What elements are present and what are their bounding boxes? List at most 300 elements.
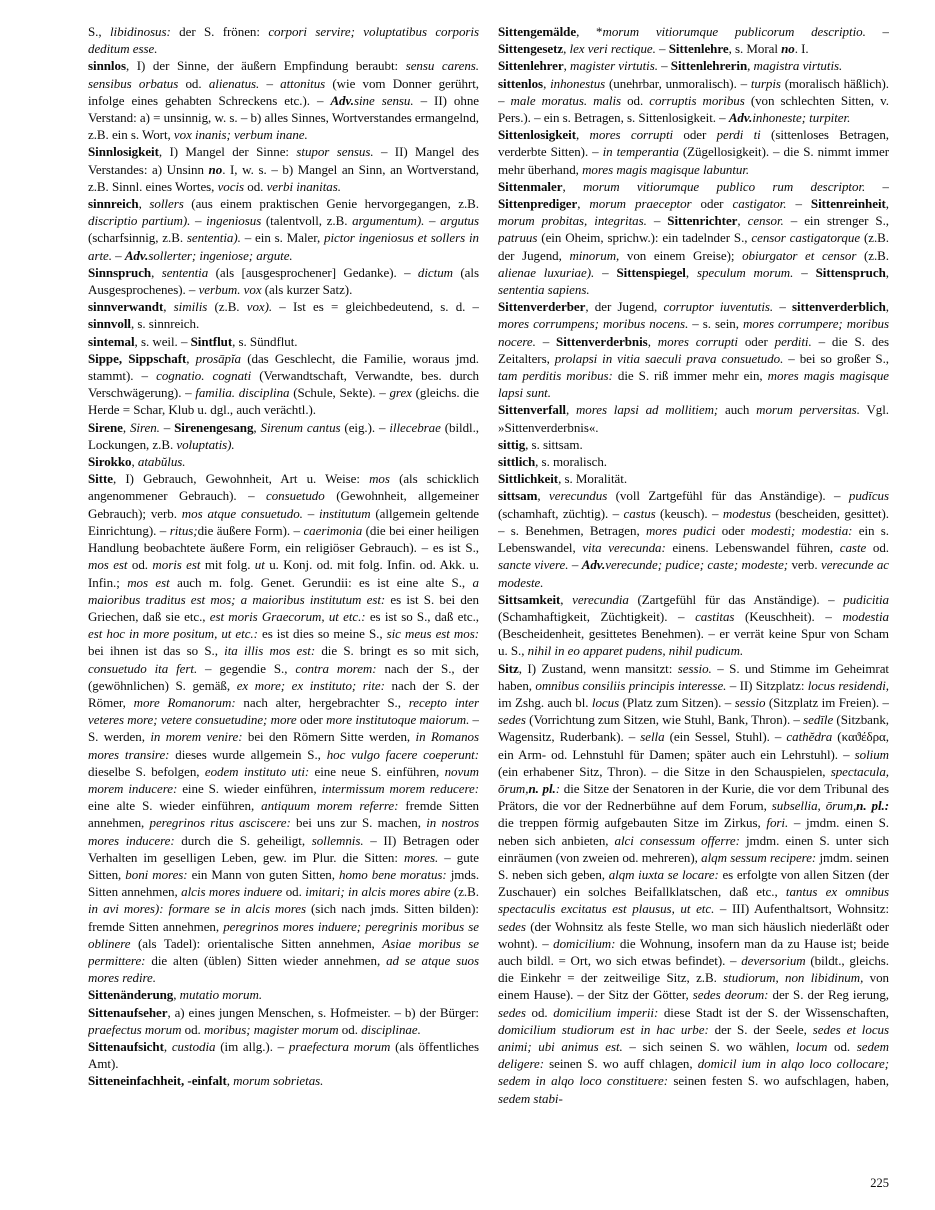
text-segment: sinnverwandt: [88, 299, 164, 315]
text-segment: od.: [338, 1021, 362, 1037]
text-segment: Adv.: [124, 247, 149, 263]
text-segment: nach alter, hergebrachter S.,: [235, 694, 409, 710]
text-segment: locum: [795, 1038, 828, 1054]
text-segment: prolapsi in vitia saeculi prava consuetudo.: [554, 350, 784, 366]
text-segment: Sirenengesang: [174, 419, 254, 435]
text-segment: einens. Lebenswandel führen,: [665, 540, 840, 556]
text-segment: (Keuschheit). –: [734, 608, 843, 624]
text-segment: (der Wohnsitz als feste Stelle, wo man sich häuslich niederläßt oder wohnt). –: [498, 918, 889, 951]
text-segment: tantus ex omnibus spectaculis excitatus est plausus, ut etc.: [498, 884, 889, 917]
text-segment: antiquum morem referre:: [261, 798, 399, 814]
text-segment: die alten (üblen) Sitten wieder annehmen,: [145, 952, 387, 968]
text-segment: corruptor iuventutis.: [663, 299, 774, 315]
dictionary-entry: [88, 1038, 479, 1072]
text-segment: (als [ausgesprochener] Gedanke). –: [208, 264, 418, 280]
text-segment: oder: [296, 712, 327, 728]
text-segment: subsellia, ōrum,: [771, 798, 857, 814]
text-segment: – die S. des Zeitalters,: [498, 333, 889, 366]
text-segment: mores corrumpens; moribus nocens.: [498, 316, 689, 332]
text-segment: morum vitiorumque publicorum descriptio.: [602, 24, 866, 39]
text-segment: stupor sensus.: [296, 144, 374, 160]
text-segment: est moris Graecorum, ut etc.:: [209, 608, 366, 624]
text-segment: hoc vulgo facere coeperunt:: [326, 746, 479, 762]
text-segment: ein s. Lebenswandel,: [498, 522, 889, 556]
text-segment: ,: [563, 58, 570, 74]
dictionary-entry: [88, 264, 479, 298]
text-segment: consuetudo ita fert.: [88, 660, 198, 676]
text-segment: –: [259, 75, 281, 91]
text-segment: sessio.: [677, 660, 712, 676]
text-segment: –: [111, 247, 125, 263]
text-segment: mores corrupti: [589, 127, 674, 143]
text-segment: mos est: [127, 574, 170, 590]
text-segment: :: [555, 780, 561, 796]
text-segment: homo bene moratus:: [339, 866, 447, 882]
text-segment: (z.B. der Jugend,: [498, 230, 889, 263]
text-segment: sententia).: [186, 230, 241, 246]
text-segment: castigator.: [732, 196, 787, 212]
text-segment: (voll Zartgefühl für das Anständige). –: [607, 488, 849, 504]
text-segment: more Romanorum:: [133, 694, 236, 710]
text-segment: sedem stabi-: [498, 1090, 563, 1106]
text-columns: [88, 23, 889, 1175]
text-segment: –: [594, 264, 617, 280]
text-segment: (Schule, Sekte). –: [289, 385, 390, 401]
dictionary-entry: [498, 57, 889, 74]
text-segment: es ist S. bei den Griechen, daß sie etc.,: [88, 591, 479, 624]
text-segment: sedes: [498, 918, 526, 934]
text-segment: censor.: [747, 213, 784, 229]
text-segment: deversorium: [741, 952, 806, 968]
text-segment: sedes: [498, 712, 526, 728]
text-segment: (Gewohnheit, allgemeiner Gebrauch); verb.: [88, 488, 479, 521]
text-segment: – jmdm. einen S. neben sich anbieten,: [498, 815, 889, 848]
text-segment: –: [535, 333, 557, 349]
text-segment: argumentum).: [352, 213, 425, 229]
text-segment: sententia sapiens.: [498, 282, 590, 298]
text-segment: libidinosus:: [109, 24, 171, 39]
text-segment: peregrinos mores induere; peregrinis moribus se oblinere: [88, 918, 479, 951]
text-segment: vocis: [217, 178, 245, 194]
text-segment: – ein s. Maler,: [240, 230, 325, 246]
text-segment: (bildl., Lockungen, z.B.: [88, 419, 479, 452]
text-segment: ,: [560, 591, 573, 607]
text-segment: voluptatis).: [176, 436, 235, 452]
text-segment: magistra virtutis.: [753, 58, 843, 74]
text-segment: domicilium studiorum est in hac urbe:: [498, 1021, 709, 1037]
text-segment: nach der S., der (gewöhnlichen) S. gemäß,: [88, 660, 479, 693]
text-segment: od.: [827, 1038, 857, 1054]
text-segment: Adv.: [330, 92, 354, 108]
text-segment: turpis: [750, 75, 781, 91]
text-segment: minorum,: [569, 247, 620, 263]
text-segment: institutum: [319, 505, 371, 521]
dictionary-entry: [88, 143, 479, 195]
text-segment: – III) Aufenthaltsort, Wohnsitz:: [714, 901, 889, 917]
text-segment: ,: [163, 299, 174, 315]
text-segment: mutatio morum.: [179, 987, 263, 1003]
text-segment: , I) Zustand, wenn mansitzt:: [518, 660, 678, 676]
text-segment: von einem Greise);: [619, 247, 743, 263]
text-segment: a maioribus traditus est mos; a maioribus institutum est:: [88, 574, 479, 607]
text-segment: sedīle: [803, 712, 834, 728]
text-segment: sine sensu.: [353, 92, 414, 108]
text-segment: die Wohnung, insofern man da zu Hause ist; beide auch bildl. = Ort, wo sich etwas befindet). –: [498, 935, 889, 968]
text-segment: der S. der Seele,: [708, 1021, 813, 1037]
text-segment: oder: [737, 333, 775, 349]
text-segment: es erfolgte von allen Sitzen (der Zuschauer) ein solches Beifallklatschen, daß etc.,: [498, 866, 889, 900]
text-segment: sittenverderblich: [792, 299, 886, 315]
dictionary-entry: [498, 436, 889, 453]
dictionary-entry: [88, 23, 479, 57]
text-segment: spectacula, ōrum,: [498, 763, 889, 796]
text-segment: (als schicklich angenommener Gebrauch). –: [88, 471, 479, 504]
text-segment: alqm sessum recipere:: [701, 849, 817, 865]
text-segment: (Platz zum Sitzen). –: [619, 694, 735, 710]
text-segment: od.: [866, 540, 889, 556]
text-segment: , s. Moralität.: [558, 471, 628, 487]
text-segment: – s. sein,: [688, 316, 743, 332]
text-segment: sensu carens. sensibus orbatus: [88, 58, 479, 91]
text-segment: . I.: [794, 41, 809, 57]
text-segment: – II) Betragen oder Verhalten im geselligen Leben, gew. im Plur. die Sitten:: [88, 832, 479, 865]
text-segment: solium: [854, 746, 889, 762]
text-segment: alienatus.: [208, 75, 260, 91]
text-segment: od.: [127, 557, 153, 573]
text-segment: Sittenspruch: [815, 264, 886, 280]
text-segment: modestus: [722, 505, 771, 521]
text-segment: ,: [151, 264, 162, 280]
text-segment: die S. bringt es so mit sich,: [315, 643, 479, 659]
text-segment: ,: [747, 58, 754, 74]
text-segment: dieselbe S. befolgen,: [88, 763, 205, 779]
text-segment: – sich seinen S. wo wählen,: [622, 1038, 796, 1054]
text-segment: (als Ausgesprochenes). –: [88, 264, 479, 298]
text-segment: es ist dies so meine S.,: [257, 626, 387, 642]
text-segment: ,: [647, 333, 658, 349]
text-segment: (Zartgefühl für das Anständige). –: [628, 591, 844, 607]
text-segment: mos est: [88, 557, 128, 573]
text-segment: sententia: [161, 264, 209, 280]
text-segment: sedes: [498, 1004, 526, 1020]
text-segment: od.: [178, 75, 209, 91]
text-segment: verecunde ac modeste.: [498, 557, 889, 590]
text-segment: (als kurzer Satz).: [261, 282, 353, 298]
dictionary-entry: [88, 298, 479, 332]
text-segment: bei ihnen ist das so S.,: [88, 643, 225, 659]
text-segment: patruus: [498, 230, 538, 246]
text-segment: – bei so großer S.,: [783, 350, 889, 366]
text-segment: (gleichs. die Herde = Schar, Klub u. dgl., auch verächtl.).: [88, 385, 479, 418]
text-segment: (scharfsinnig, z.B.: [88, 230, 187, 246]
text-segment: od.: [244, 178, 267, 194]
text-segment: (unehrbar, unmoralisch). –: [605, 75, 751, 91]
text-segment: praefectura morum: [288, 1038, 391, 1054]
text-segment: novum morem inducere:: [88, 763, 479, 796]
text-segment: ,: [122, 419, 130, 435]
text-segment: (Zügellosigkeit). – die S. nimmt immer mehr überhand,: [498, 144, 889, 177]
text-segment: die Sitze der Senatoren in der Kurie, die vor dem Tribunal des Prätors, die vor der Rednerbühne auf dem Forum,: [498, 780, 889, 814]
text-segment: morum praeceptor: [589, 196, 692, 212]
text-segment: S.,: [88, 24, 110, 39]
text-segment: – II) ohne Verstand: a) = unsinnig, w. s. – b) alles Sinnes, Wortverstandes ermangelnd, z.B. ein s. Wort,: [88, 92, 479, 143]
text-segment: (Schamhaftigkeit, Züchtigkeit). –: [498, 608, 696, 624]
text-segment: lex veri rectique.: [569, 41, 656, 57]
text-segment: Sittenverfall: [498, 402, 566, 418]
text-segment: sic meus est mos:: [386, 626, 479, 642]
text-segment: eine neue S. einführen,: [309, 763, 445, 779]
dictionary-entry: [88, 453, 479, 470]
text-segment: nach der S. der Römer,: [88, 677, 479, 710]
text-segment: oder: [691, 196, 733, 212]
text-segment: der S. frönen:: [170, 24, 269, 39]
text-segment: , s. Moral: [728, 41, 782, 57]
text-segment: perditi.: [774, 333, 812, 349]
text-segment: domicilium:: [553, 935, 616, 951]
text-segment: tam perditis moribus:: [498, 368, 613, 384]
text-segment: seinen S. wo auff chlagen,: [544, 1056, 698, 1072]
text-segment: domicil ium in alqo loco collocare; sedem in alqo loco constituere:: [498, 1056, 889, 1089]
text-segment: (ein erhabener Sitz, Thron). – die Sitze in den Schauspielen,: [498, 763, 831, 779]
text-segment: speculum morum.: [696, 264, 794, 280]
text-segment: similis: [173, 299, 208, 315]
text-segment: castitas: [695, 608, 735, 624]
text-segment: (schamhaft, züchtig). –: [498, 505, 624, 521]
text-segment: mores magis magisque lapsi sunt.: [498, 368, 889, 401]
text-segment: inhonestus: [550, 75, 606, 91]
text-segment: verecunde; pudice; caste; modeste;: [605, 557, 789, 573]
text-segment: in morem venire:: [150, 729, 243, 745]
text-segment: corpori servire; voluptatibus corporis deditum esse.: [88, 24, 479, 57]
text-segment: studiorum, non libidinum,: [723, 970, 864, 986]
text-segment: pudicitia: [843, 591, 889, 607]
text-segment: modestia: [842, 608, 889, 624]
text-segment: sittenlos: [498, 75, 544, 91]
text-segment: Sirokko: [88, 454, 132, 470]
text-segment: –: [773, 299, 793, 315]
text-segment: cathĕdra: [786, 729, 833, 745]
text-segment: (keusch). –: [655, 505, 723, 521]
text-segment: in temperantia: [602, 144, 679, 160]
text-segment: vox).: [246, 299, 273, 315]
text-segment: (allgemein geltende Einrichtung). –: [88, 505, 479, 538]
text-segment: dictum: [417, 264, 454, 280]
text-segment: Sittenänderung: [88, 987, 174, 1003]
text-segment: ingeniosus: [206, 213, 262, 229]
text-segment: eine S. wieder einführen,: [177, 780, 322, 796]
text-segment: ,: [685, 264, 697, 280]
text-segment: , s. weil. –: [134, 333, 191, 349]
text-segment: ,: [537, 488, 549, 504]
text-segment: (die bei einer heiligen Handlung beobachtete äußere Form, ein religiöser Gebrauch). – es ist S.,: [88, 522, 479, 556]
text-segment: ita illis mos est:: [224, 643, 316, 659]
text-segment: sinnlos: [88, 58, 126, 74]
text-segment: (ein Sessel, Stuhl). –: [664, 729, 787, 745]
text-segment: ,: [885, 299, 889, 315]
text-segment: jmdm. seinen S. neben sich geben,: [498, 849, 889, 882]
text-segment: Sittenmaler: [498, 178, 563, 194]
text-segment: Sintflut: [190, 333, 233, 349]
dictionary-entry: [88, 1004, 479, 1038]
text-segment: sinnreich: [88, 196, 139, 212]
text-segment: Sittsamkeit: [498, 591, 561, 607]
text-segment: die S. riß immer mehr ein,: [612, 368, 768, 384]
text-segment: od.: [282, 884, 306, 900]
text-segment: in nostros mores inducere:: [88, 815, 479, 848]
text-segment: mos atque consuetudo.: [181, 505, 303, 521]
text-segment: bei uns zur S. machen,: [290, 815, 427, 831]
text-segment: ,: [577, 196, 590, 212]
dictionary-entry: [498, 591, 889, 660]
text-segment: mores corrumpere; moribus nocere.: [498, 316, 889, 349]
text-segment: –: [424, 213, 441, 229]
text-segment: (Verwandtschaft, Verwandte, bes. durch Verschwägerung). –: [88, 368, 479, 401]
dictionary-entry: [498, 453, 889, 470]
text-segment: Sittenlehre: [668, 41, 729, 57]
text-segment: Asiae moribus se permittere:: [88, 935, 479, 968]
text-segment: no: [781, 41, 795, 57]
text-segment: , der Jugend,: [585, 299, 664, 315]
text-segment: od.: [525, 1004, 554, 1020]
text-segment: , I) Mangel der Sinne:: [158, 144, 297, 160]
text-segment: mit folg.: [200, 557, 255, 573]
text-segment: no: [208, 161, 223, 177]
text-segment: Sittenprediger: [498, 196, 578, 212]
text-segment: , I) der Sinne, der äußern Empfindung beraubt:: [125, 58, 406, 74]
text-segment: –: [302, 505, 320, 521]
text-segment: (sich nach jmds. Sitten bilden): fremde Sitten annehmen,: [88, 901, 479, 934]
text-segment: – II) Sitzplatz:: [726, 677, 808, 693]
text-segment: (z.B.: [450, 884, 479, 900]
text-segment: Vgl. »Sittenverderbnis«.: [498, 402, 889, 435]
dictionary-entry: [498, 75, 889, 127]
text-segment: –: [793, 264, 816, 280]
text-segment: nihil in eo apparet pudens, nihil pudicum.: [527, 643, 744, 659]
dictionary-entry: [88, 333, 479, 350]
text-segment: boni mores:: [125, 866, 188, 882]
dictionary-entry: [498, 23, 889, 57]
text-segment: sollerter; ingeniose; argute.: [148, 247, 293, 263]
text-segment: , s. moralisch.: [535, 454, 607, 470]
text-segment: auch m. folg. Genet. Gerundii: es ist eine alte S.,: [169, 574, 473, 590]
text-segment: –: [865, 24, 889, 39]
text-segment: verecundus: [549, 488, 608, 504]
text-segment: ,: [563, 41, 570, 57]
text-segment: verbum. vox: [198, 282, 262, 298]
text-segment: Sinnspruch: [88, 264, 152, 280]
text-segment: ,: [885, 196, 889, 212]
text-segment: ,: [575, 127, 590, 143]
text-segment: im Zshg. auch bl.: [498, 694, 592, 710]
dictionary-entry: [88, 57, 479, 143]
text-segment: alqm iuxta se locare:: [608, 866, 719, 882]
text-segment: –: [568, 557, 582, 573]
text-segment: od.: [621, 92, 650, 108]
text-segment: sittsam: [498, 488, 538, 504]
text-segment: u. Konj. od. mit folg. Infin. od. Akk. u. Infin.;: [88, 557, 479, 590]
dictionary-entry: [498, 401, 889, 435]
text-segment: sintemal: [88, 333, 135, 349]
dictionary-entry: [88, 419, 479, 453]
text-segment: corruptis moribus: [649, 92, 745, 108]
text-segment: – gegendie S.,: [197, 660, 296, 676]
text-segment: – S. werden,: [88, 712, 479, 745]
text-segment: (Sitzplatz im Freien). –: [765, 694, 889, 710]
text-segment: (καϑέδρα, ein Arm- od. Lehnstuhl für Damen; später auch ein Lehrstuhl). –: [498, 729, 889, 762]
text-segment: oder: [673, 127, 717, 143]
text-segment: –: [159, 419, 175, 435]
text-segment: sinnvoll: [88, 316, 131, 332]
text-segment: sedem deligere:: [498, 1038, 889, 1072]
text-segment: . I, w. s. – b) Mangel an Sinn, an Wortverstand, z.B. Sinnl. eines Wortes,: [88, 161, 479, 194]
text-segment: (Bescheidenheit, gesittetes Benehmen). – er verrät keine Spur von Scham u. S.,: [498, 626, 889, 659]
text-segment: sancte vivere.: [498, 557, 569, 573]
text-segment: –: [786, 196, 811, 212]
text-segment: diese Stadt ist der S. der Wissenschaften,: [658, 1004, 889, 1020]
text-segment: peregrinos ritus asciscere:: [149, 815, 291, 831]
text-segment: familia. disciplina: [195, 385, 290, 401]
text-segment: obiurgator et censor: [742, 247, 857, 263]
text-segment: omnibus consiliis principis interesse.: [535, 677, 727, 693]
text-segment: – S. und Stimme im Geheimrat haben,: [498, 660, 889, 693]
text-segment: verbi inanitas.: [266, 178, 341, 194]
text-segment: mores magis magisque labuntur.: [582, 161, 750, 177]
text-segment: more institutoque maiorum.: [326, 712, 470, 728]
text-segment: locus: [591, 694, 620, 710]
text-segment: (im allg.). –: [215, 1038, 289, 1054]
text-segment: fremde Sitten annehmen,: [88, 798, 479, 831]
text-segment: Sitz: [498, 660, 519, 676]
text-segment: illecebrae: [389, 419, 441, 435]
text-segment: Sitte: [88, 471, 114, 487]
text-segment: – ein strenger S.,: [783, 213, 889, 229]
text-segment: sessio: [734, 694, 766, 710]
text-segment: custodia: [171, 1038, 216, 1054]
text-segment: Sirene: [88, 419, 123, 435]
text-segment: alci consessum offerre:: [614, 832, 740, 848]
text-segment: Adv.: [728, 110, 753, 126]
text-segment: (sittenloses Betragen, verderbte Sitten). –: [498, 127, 889, 160]
text-segment: n. pl.: [528, 780, 556, 796]
text-segment: discriptio partium).: [88, 213, 191, 229]
text-segment: Sittenreinheit: [810, 196, 886, 212]
text-segment: sedes et locus animi; ubi animus est.: [498, 1021, 889, 1054]
text-segment: , a) eines jungen Menschen, s. Hofmeister. – b) der Bürger:: [167, 1004, 479, 1020]
text-segment: , s. sittsam.: [525, 436, 583, 452]
text-segment: (eig.). –: [340, 419, 390, 435]
text-segment: mores.: [403, 849, 439, 865]
text-segment: ad se atque suos mores redire.: [88, 952, 479, 986]
text-segment: auch: [718, 402, 757, 418]
text-segment: –: [657, 58, 671, 74]
text-segment: (Sitzbank, Wagensitz, Ruderbank). –: [498, 712, 889, 745]
text-segment: atabŭlus.: [137, 454, 186, 470]
text-segment: locus residendi,: [807, 677, 889, 693]
text-segment: bei den Römern Sitte werden,: [242, 729, 416, 745]
text-segment: modesti; modestia:: [750, 522, 853, 538]
text-segment: caerimonia: [303, 522, 363, 538]
text-segment: Sittengesetz: [498, 41, 564, 57]
text-segment: Sittengemälde: [498, 24, 577, 39]
text-segment: Sirenum cantus: [260, 419, 341, 435]
text-segment: (Vorrichtung zum Sitzen, wie Stuhl, Bank, Thron). –: [525, 712, 804, 728]
text-segment: domicilium imperii:: [553, 1004, 659, 1020]
dictionary-entry: [498, 660, 889, 1107]
text-segment: ,: [737, 213, 748, 229]
text-segment: Sittenrichter: [667, 213, 738, 229]
text-segment: der S. der Reg ierung,: [768, 987, 889, 1003]
text-segment: , s. sinnreich.: [130, 316, 200, 332]
